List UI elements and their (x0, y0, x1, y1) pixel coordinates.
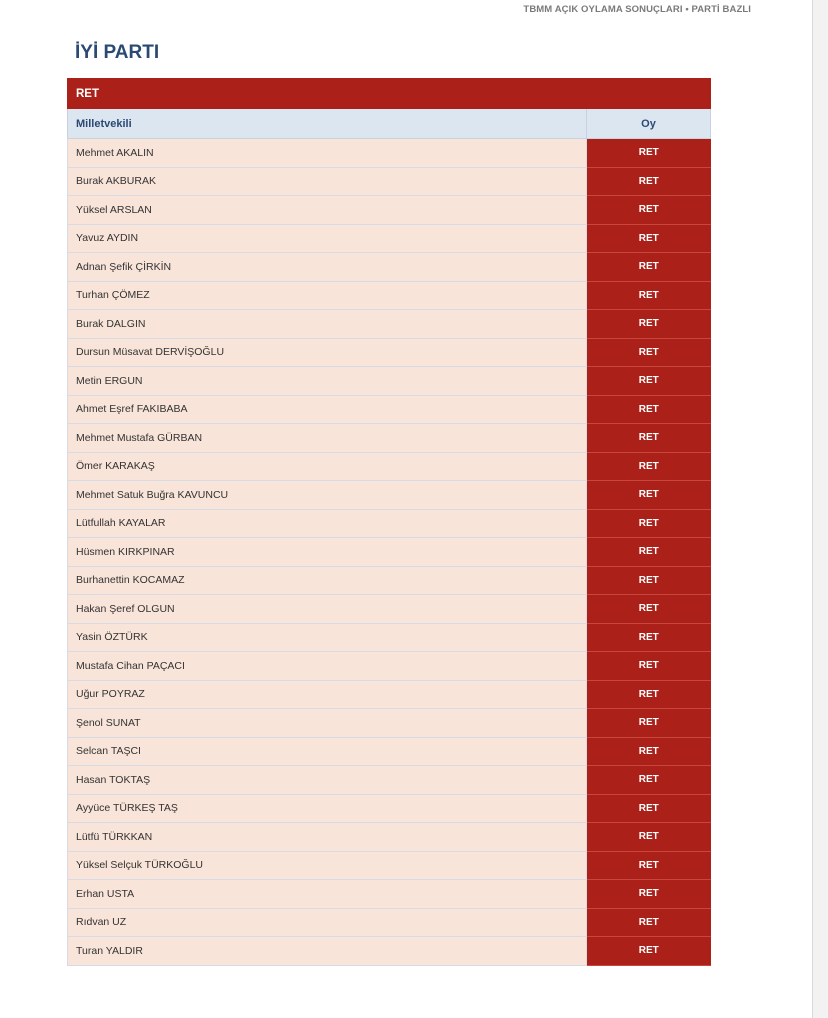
table-row (68, 509, 711, 538)
member-name-cell: Ayyüce TÜRKEŞ TAŞ (68, 794, 587, 823)
vote-cell: RET (587, 823, 711, 852)
member-name-cell: Lütfü TÜRKKAN (68, 823, 587, 852)
vote-cell: RET (587, 737, 711, 766)
member-name-cell: Uğur POYRAZ (68, 680, 587, 709)
vote-cell: RET (587, 794, 711, 823)
vote-cell: RET (587, 367, 711, 396)
vote-cell: RET (587, 623, 711, 652)
table-row (68, 253, 711, 282)
table-row (68, 823, 711, 852)
vote-cell: RET (587, 680, 711, 709)
member-name-cell: Burhanettin KOCAMAZ (68, 566, 587, 595)
table-row (68, 452, 711, 481)
member-name-cell: Burak AKBURAK (68, 167, 587, 196)
member-name-cell: Hüsmen KIRKPINAR (68, 538, 587, 567)
member-name-cell: Burak DALGIN (68, 310, 587, 339)
vote-cell: RET (587, 139, 711, 168)
vote-cell: RET (587, 766, 711, 795)
member-name-cell: Yüksel Selçuk TÜRKOĞLU (68, 851, 587, 880)
table-row (68, 310, 711, 339)
table-row (68, 281, 711, 310)
vote-cell: RET (587, 196, 711, 225)
member-name-cell: Mehmet Mustafa GÜRBAN (68, 424, 587, 453)
vote-cell: RET (587, 566, 711, 595)
member-name-cell: Erhan USTA (68, 880, 587, 909)
vote-cell: RET (587, 224, 711, 253)
vote-cell: RET (587, 538, 711, 567)
table-row (68, 481, 711, 510)
vote-cell: RET (587, 937, 711, 966)
vote-cell: RET (587, 652, 711, 681)
vote-cell: RET (587, 880, 711, 909)
member-name-cell: Yüksel ARSLAN (68, 196, 587, 225)
member-name-cell: Lütfullah KAYALAR (68, 509, 587, 538)
table-row (68, 851, 711, 880)
vote-cell: RET (587, 310, 711, 339)
vote-cell: RET (587, 595, 711, 624)
table-row (68, 367, 711, 396)
table-row (68, 937, 711, 966)
vote-cell: RET (587, 395, 711, 424)
table-row (68, 224, 711, 253)
member-name-cell: Turan YALDIR (68, 937, 587, 966)
column-header-vote: Oy (587, 109, 711, 139)
section-label: RET (68, 79, 711, 109)
member-name-cell: Mustafa Cihan PAÇACI (68, 652, 587, 681)
member-name-cell: Yasin ÖZTÜRK (68, 623, 587, 652)
member-name-cell: Ahmet Eşref FAKIBABA (68, 395, 587, 424)
vote-cell: RET (587, 452, 711, 481)
table-row (68, 737, 711, 766)
table-row (68, 139, 711, 168)
member-name-cell: Yavuz AYDIN (68, 224, 587, 253)
member-name-cell: Mehmet AKALIN (68, 139, 587, 168)
member-name-cell: Şenol SUNAT (68, 709, 587, 738)
vote-cell: RET (587, 253, 711, 282)
vote-cell: RET (587, 509, 711, 538)
party-title: İYİ PARTI (75, 42, 160, 63)
member-name-cell: Ömer KARAKAŞ (68, 452, 587, 481)
table-row (68, 196, 711, 225)
vote-cell: RET (587, 851, 711, 880)
vote-cell: RET (587, 481, 711, 510)
member-name-cell: Turhan ÇÖMEZ (68, 281, 587, 310)
table-row (68, 652, 711, 681)
vote-cell: RET (587, 908, 711, 937)
member-name-cell: Dursun Müsavat DERVİŞOĞLU (68, 338, 587, 367)
table-row (68, 424, 711, 453)
table-row (68, 338, 711, 367)
vote-results-table (67, 78, 711, 966)
member-name-cell: Hakan Şeref OLGUN (68, 595, 587, 624)
table-row (68, 709, 711, 738)
running-header: TBMM AÇIK OYLAMA SONUÇLARI • PARTİ BAZLI (523, 4, 751, 15)
table-row (68, 680, 711, 709)
vote-cell: RET (587, 281, 711, 310)
member-name-cell: Mehmet Satuk Buğra KAVUNCU (68, 481, 587, 510)
vote-cell: RET (587, 167, 711, 196)
table-row (68, 395, 711, 424)
member-name-cell: Hasan TOKTAŞ (68, 766, 587, 795)
table-row (68, 794, 711, 823)
member-name-cell: Rıdvan UZ (68, 908, 587, 937)
member-name-cell: Adnan Şefik ÇİRKİN (68, 253, 587, 282)
member-name-cell: Selcan TAŞCI (68, 737, 587, 766)
vote-cell: RET (587, 709, 711, 738)
viewer-gutter (813, 0, 828, 1018)
table-row (68, 566, 711, 595)
vote-cell: RET (587, 338, 711, 367)
table-row (68, 880, 711, 909)
member-name-cell: Metin ERGUN (68, 367, 587, 396)
table-body (68, 139, 711, 966)
table-row (68, 623, 711, 652)
section-header-row (68, 79, 711, 109)
column-header-name: Milletvekili (68, 109, 587, 139)
table-row (68, 908, 711, 937)
table-row (68, 595, 711, 624)
column-header-row (68, 109, 711, 139)
vote-cell: RET (587, 424, 711, 453)
table-row (68, 538, 711, 567)
table-row (68, 167, 711, 196)
table-row (68, 766, 711, 795)
